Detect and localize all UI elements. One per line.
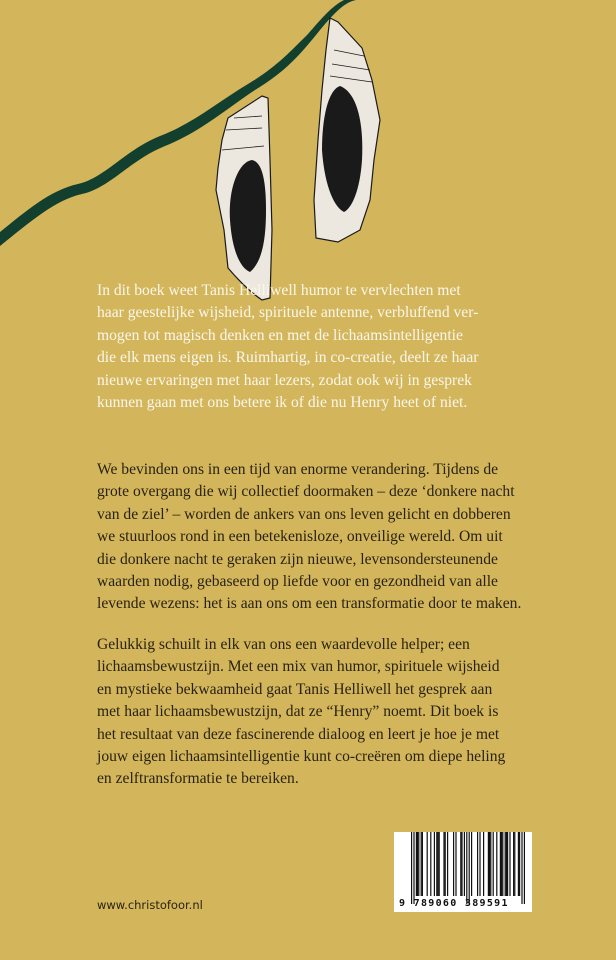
text-line: mogen tot magisch denken en met de lichaamsintelligentie: [97, 326, 463, 344]
barcode-bar: [443, 832, 444, 896]
text-line: We bevinden ons in een tijd van enorme verandering. Tijdens de: [97, 461, 499, 478]
barcode-bar: [501, 832, 502, 896]
barcode-bar: [411, 832, 412, 904]
barcode-bar: [422, 832, 423, 896]
barcode-bar: [430, 832, 431, 896]
barcode-bar: [519, 832, 520, 896]
isbn-barcode: [394, 832, 532, 912]
barcode-bar: [469, 832, 470, 904]
text-line: lichaamsbewustzijn. Met een mix van humor, spirituele wijsheid: [97, 658, 500, 676]
chrysalis-illustration: [0, 0, 616, 310]
barcode-bar: [417, 832, 418, 896]
barcode-bar: [483, 832, 484, 896]
barcode-bar: [505, 832, 506, 896]
text-line: nieuwe ervaringen met haar lezers, zodat ook wij in gesprek: [97, 371, 472, 389]
barcode-bar: [436, 832, 437, 896]
barcode-bar: [496, 832, 497, 896]
barcode-bar: [506, 832, 507, 896]
text-line: we stuurloos rond in een betekenisloze, onveilige wereld. Om uit: [97, 528, 503, 546]
description-paragraph-3: [97, 634, 537, 791]
barcode-bar: [427, 832, 428, 896]
barcode-bar: [509, 832, 510, 896]
barcode-bar: [524, 832, 525, 904]
chrysalis-right: [314, 18, 380, 242]
barcode-bar: [489, 832, 490, 896]
barcode-bar: [416, 832, 417, 896]
barcode-bar: [464, 832, 465, 896]
barcode-bar: [447, 832, 448, 896]
publisher-url[interactable]: www.christofoor.nl: [97, 898, 203, 912]
text-line: Gelukkig schuilt in elk van ons een waardevolle helper; een: [97, 636, 470, 653]
barcode-bar: [514, 832, 515, 896]
text-line: die elk mens eigen is. Ruimhartig, in co-creatie, deelt ze haar: [97, 349, 479, 367]
description-paragraph-1: [97, 280, 537, 414]
barcode-bar: [439, 832, 440, 896]
text-line: en mystieke bekwaamheid gaat Tanis Helliwell het gesprek aan: [97, 680, 493, 698]
text-line: kunnen gaan met ons betere ik of die nu Henry heet of niet.: [97, 394, 468, 412]
vine: [0, 0, 356, 246]
barcode-bar: [445, 832, 446, 896]
barcode-bar: [490, 832, 491, 896]
barcode-bar: [461, 832, 462, 896]
barcode-bar: [413, 832, 414, 904]
barcode-bar: [479, 832, 480, 896]
text-line: levende wezens: het is aan ons om een transformatie door te maken.: [97, 595, 522, 613]
description-paragraph-2: [97, 459, 537, 616]
barcode-bar: [466, 832, 467, 904]
text-line: In dit boek weet Tanis Helliwell humor te vervlechten met: [97, 282, 461, 299]
barcode-bars: [394, 832, 532, 904]
chrysalis-left: [216, 96, 272, 300]
barcode-bar: [518, 832, 519, 896]
barcode-bar: [477, 832, 478, 896]
barcode-bar: [500, 832, 501, 896]
barcode-bar: [418, 832, 419, 896]
barcode-bar: [437, 832, 438, 896]
text-line: haar geestelijke wijsheid, spirituele antenne, verbluffend ver-: [97, 304, 479, 322]
text-line: waarden nodig, gebaseerd op liefde voor en gezondheid van alle: [97, 573, 498, 591]
text-line: jouw eigen lichaamsintelligentie kunt co-creëren om diepe heling: [97, 748, 506, 766]
text-line: grote overgang die wij collectief doormaken – deze ‘donkere nacht: [97, 483, 515, 501]
barcode-bar: [507, 832, 508, 896]
isbn-number: 9 789060 389591: [399, 898, 509, 909]
barcode-bar: [471, 832, 472, 896]
text-line: die donkere nacht te geraken zijn nieuwe, levensondersteunende: [97, 550, 498, 568]
text-line: het resultaat van deze fascinerende dialoog en leert je hoe je met: [97, 725, 500, 743]
barcode-bar: [513, 832, 514, 896]
barcode-bar: [521, 832, 522, 904]
barcode-bar: [455, 832, 456, 896]
text-line: met haar lichaamsbewustzijn, dat ze “Henry” noemt. Dit boek is: [97, 703, 499, 721]
barcode-bar: [488, 832, 489, 896]
barcode-bar: [453, 832, 454, 896]
barcode-bar: [421, 832, 422, 896]
barcode-bar: [493, 832, 494, 896]
barcode-bar: [460, 832, 461, 896]
text-line: en zelftransformatie te bereiken.: [97, 770, 299, 788]
barcode-bar: [502, 832, 503, 896]
barcode-bar: [434, 832, 435, 896]
text-line: van de ziel’ – worden de ankers van ons leven gelicht en dobberen: [97, 505, 511, 523]
